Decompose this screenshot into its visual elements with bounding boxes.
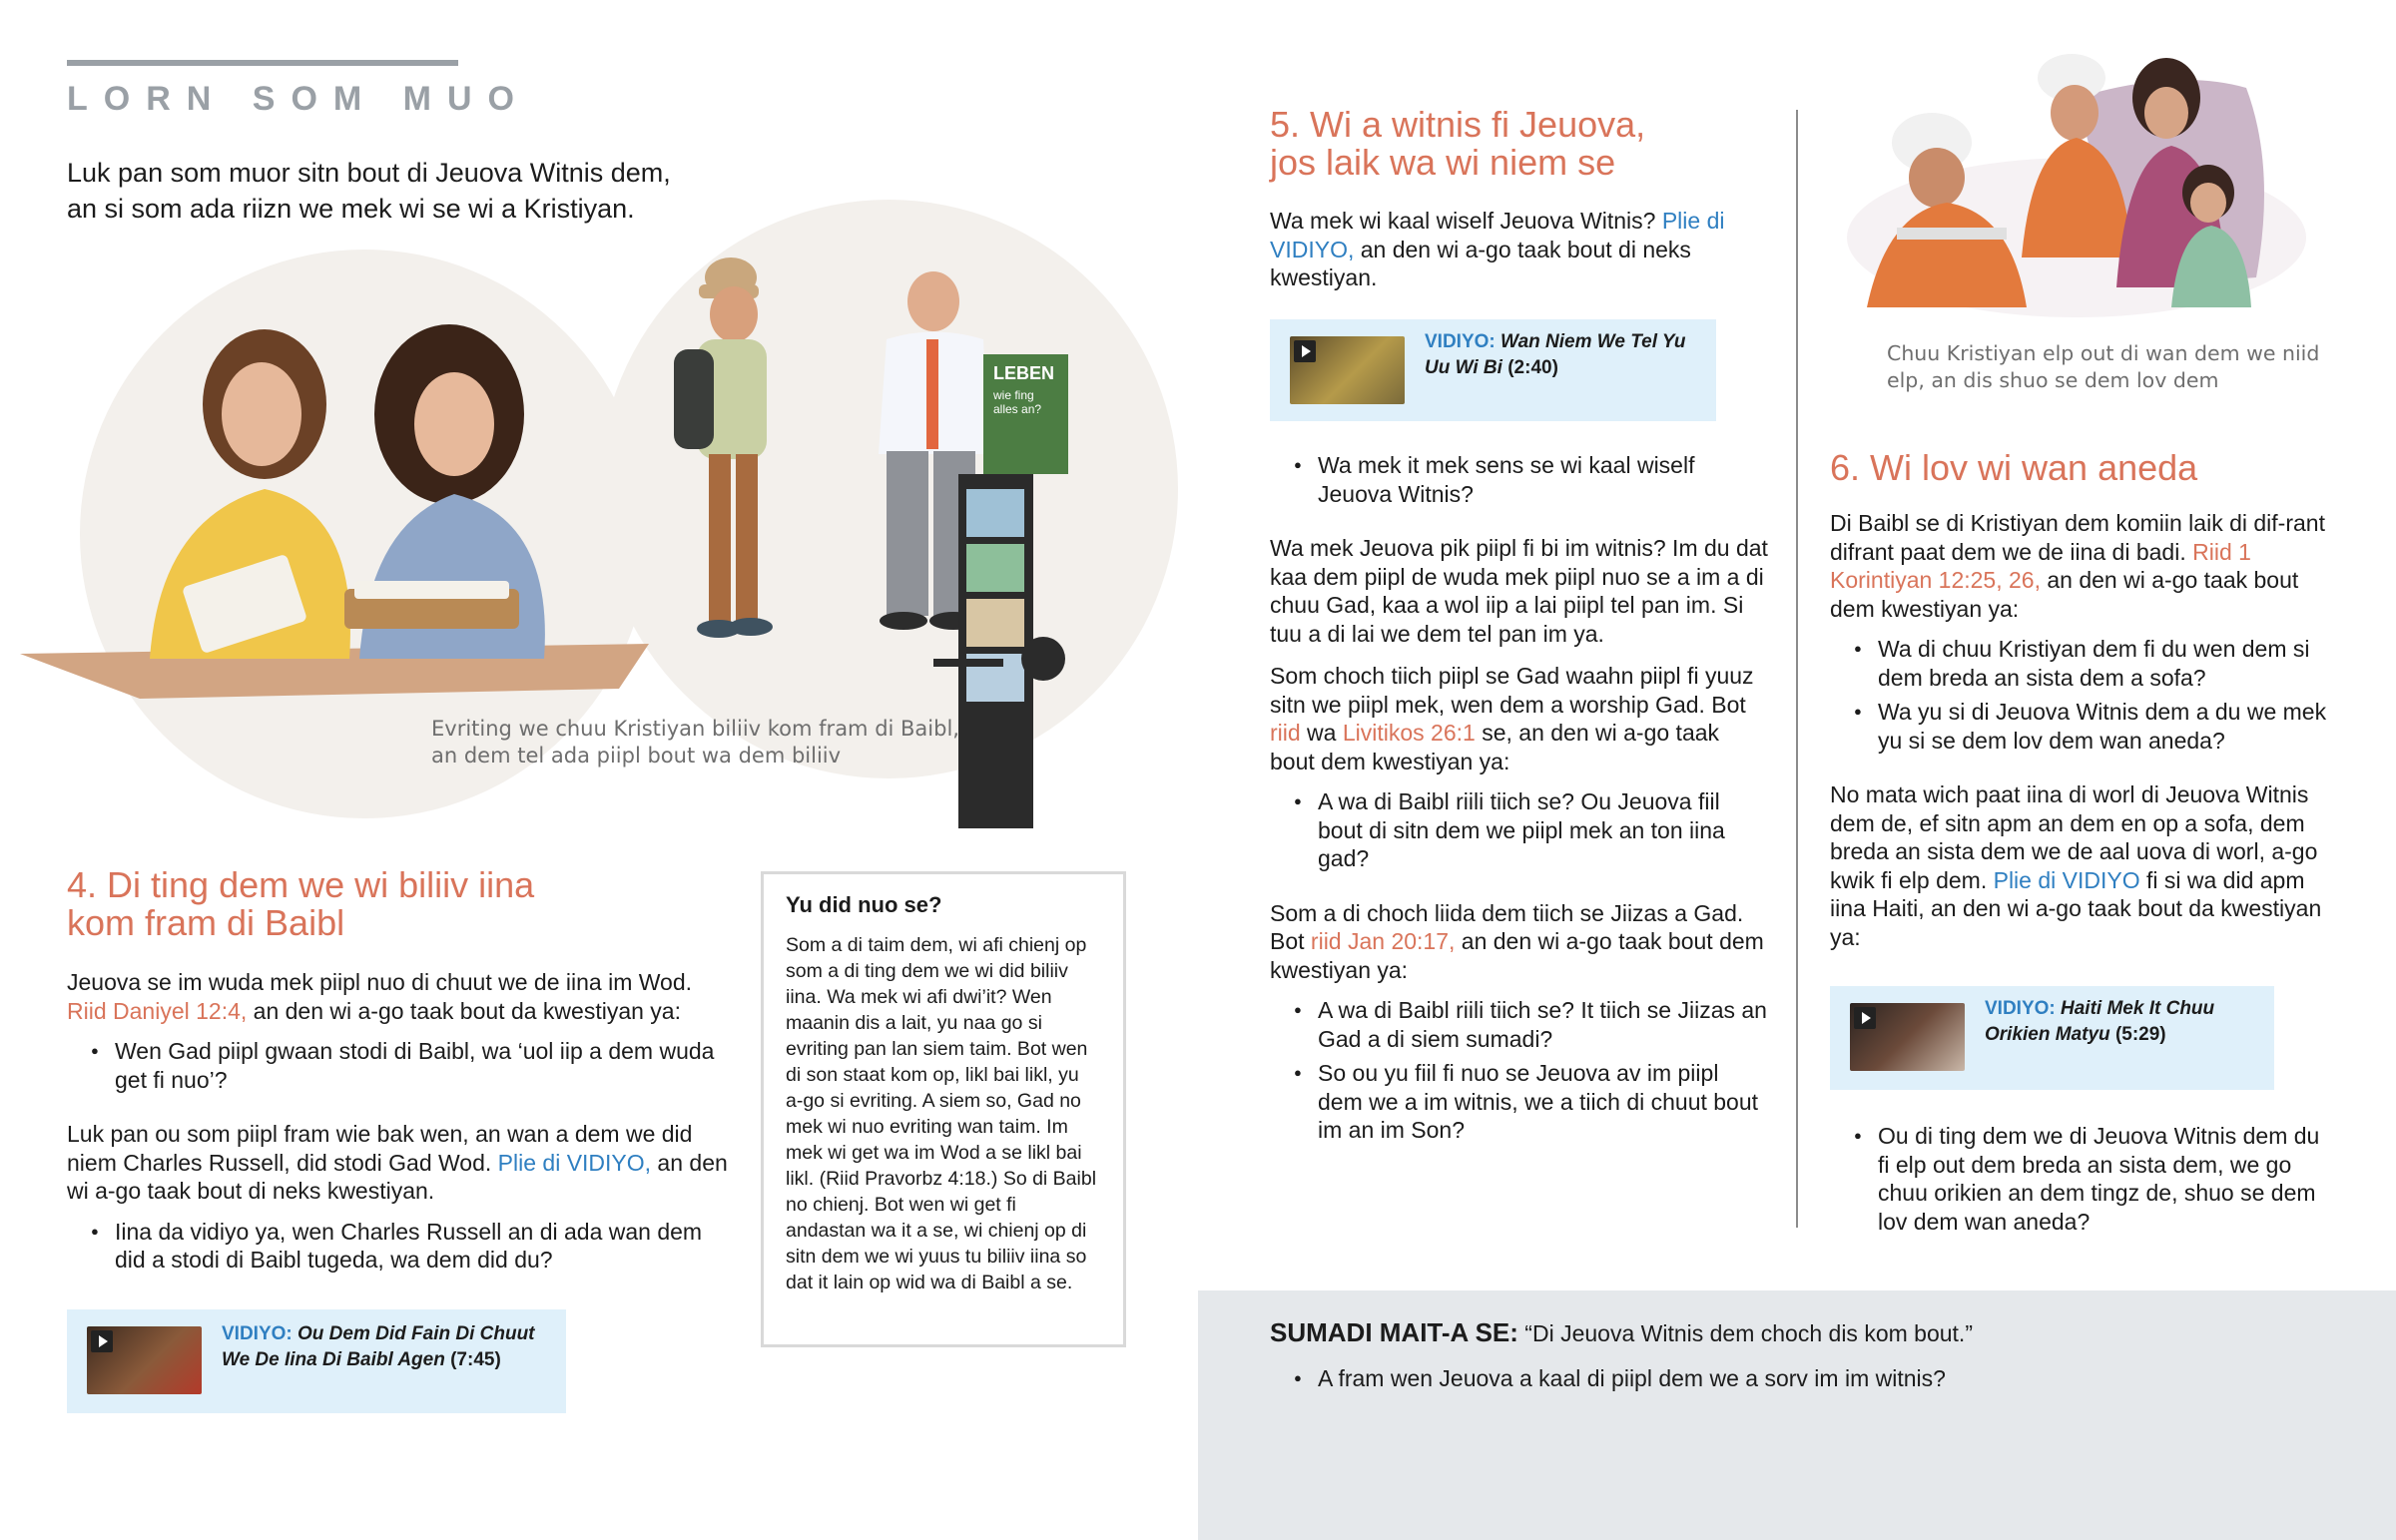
- cart-sign-line-2: wie fing: [993, 388, 1034, 402]
- summary-label: SUMADI MAIT-A SE:: [1270, 1317, 1518, 1347]
- video-card-section4[interactable]: [67, 1309, 566, 1413]
- section6-p2-rest: fi si wa did apm iina Haiti, an den wi a-go taak bout da kwestiyan ya:: [1830, 866, 2322, 950]
- section5-title: [1270, 106, 1829, 182]
- section4-question-2: ● Iina da vidiyo ya, wen Charles Russell an di ada wan dem did a stodi di Baibl tugeda, wa dem did du?: [67, 1218, 736, 1275]
- video-title-2: Orikien Matyu: [1985, 1024, 2110, 1045]
- play-icon[interactable]: [91, 1330, 113, 1352]
- play-video-link-5[interactable]: Plie di VIDIYO,: [1270, 208, 1725, 262]
- section6-final-question: [1830, 1116, 2329, 1236]
- video-title: Haiti Mek It Chuu: [2061, 998, 2215, 1019]
- video-title-2: We De Iina Di Baibl Agen: [222, 1349, 445, 1370]
- summary-question: ● A fram wen Jeuova a kaal di piipl dem we a sorv im im witnis?: [1270, 1364, 2069, 1393]
- section4-title: [67, 866, 766, 942]
- cart-sign-line-1: LEBEN: [993, 363, 1055, 383]
- caption2-line-1: Chuu Kristiyan elp out di wan dem we niid: [1887, 341, 2320, 365]
- jan-reference-link[interactable]: riid Jan 20:17,: [1310, 928, 1456, 954]
- section5-title-line-2: jos laik wa wi niem se: [1270, 142, 1616, 183]
- section4-p2-text: Luk pan ou som piipl fram wie bak wen, an wan a dem we did niem Charles Russell, did stodi Gad Wod.: [67, 1121, 693, 1176]
- illustration-relief-work: [1827, 28, 2306, 327]
- video-duration: (5:29): [2114, 1024, 2166, 1045]
- section5-p1-text: Wa mek wi kaal wiself Jeuova Witnis?: [1270, 208, 1662, 234]
- caption2-line-2: elp, an dis shuo se dem lov dem: [1887, 368, 2219, 392]
- intro-line-1: Luk pan som muor sitn bout di Jeuova Witnis dem,: [67, 158, 671, 188]
- video-tag: VIDIYO:: [1985, 998, 2056, 1019]
- video-card-section6[interactable]: [1830, 986, 2274, 1090]
- video-thumbnail[interactable]: [1850, 1003, 1965, 1071]
- section5-question-1: ● Wa mek it mek sens se wi kaal wiself Jeuova Witnis?: [1270, 451, 1769, 508]
- video-title: Wan Niem We Tel Yu: [1500, 331, 1686, 352]
- section6-question-3: ● Ou di ting dem we di Jeuova Witnis dem du fi elp out dem breda an sista dem, we go chuu orikien an dem tingz de, shuo se dem lov dem wan aneda?: [1830, 1122, 2329, 1236]
- did-you-know-box: [761, 871, 1126, 1347]
- video-label-section5[interactable]: [1425, 329, 1686, 381]
- section6-p1-rest: an den wi a-go taak bout dem kwestiyan ya:: [1830, 567, 2299, 622]
- daniyel-reference-link[interactable]: Riid Daniyel 12:4,: [67, 997, 248, 1024]
- did-you-know-title: Yu did nuo se?: [786, 892, 942, 917]
- video-label-section6[interactable]: [1985, 996, 2214, 1048]
- section4-title-line-1: 4. Di ting dem we wi biliiv iina: [67, 864, 535, 905]
- illustration2-caption: [1887, 340, 2366, 394]
- intro-line-2: an si som ada riizn we mek wi se wi a Kristiyan.: [67, 194, 635, 224]
- video-thumbnail[interactable]: [87, 1326, 202, 1394]
- section6-question-1: ● Wa di chuu Kristiyan dem fi du wen dem si dem breda an sista dem a sofa?: [1830, 635, 2329, 692]
- video-title: Ou Dem Did Fain Di Chuut: [298, 1323, 535, 1344]
- section5-p4-text: Som a di choch liida dem tiich se Jiizas a Gad. Bot: [1270, 899, 1744, 954]
- section5-question-4: ● So ou yu fiil fi nuo se Jeuova av im piipl dem we a im witnis, we a tiich di chuut bout im an im Son?: [1270, 1059, 1769, 1145]
- section6-paragraph-2: [1830, 780, 2329, 951]
- section6-paragraph-1: [1830, 509, 2329, 623]
- section4-p1-text: Jeuova se im wuda mek piipl nuo di chuut we de iina im Wod.: [67, 969, 693, 995]
- summary-panel: [1198, 1290, 2396, 1540]
- section5-p3-text: Som choch tiich piipl se Gad waahn piipl fi yuuz sitn we piipl mek, wen dem a worship Gad. Bot: [1270, 663, 1754, 718]
- section4-question-1: ● Wen Gad piipl gwaan stodi di Baibl, wa ‘uol iip a dem wuda get fi nuo’?: [67, 1037, 736, 1094]
- riid-link[interactable]: riid: [1270, 720, 1301, 746]
- section5-title-line-1: 5. Wi a witnis fi Jeuova,: [1270, 104, 1646, 145]
- video-title-2: Uu Wi Bi: [1425, 357, 1502, 378]
- video-duration: (7:45): [450, 1349, 501, 1370]
- illustration2-svg: [1827, 28, 2306, 327]
- section6-question-2: ● Wa yu si di Jeuova Witnis dem a du we mek yu si se dem lov dem wan aneda?: [1830, 698, 2329, 755]
- section5-body: [1270, 445, 1769, 1145]
- section4-p1-rest: an den wi a-go taak bout da kwestiyan ya:: [247, 997, 681, 1024]
- summary-quote: “Di Jeuova Witnis dem choch dis kom bout.”: [1517, 1320, 1973, 1346]
- section6-body: [1830, 509, 2329, 951]
- section5-p3-mid: wa: [1300, 720, 1343, 746]
- section4-title-line-2: kom fram di Baibl: [67, 902, 345, 943]
- summary-list: [1270, 1358, 2069, 1393]
- caption1-line-1: Evriting we chuu Kristiyan biliiv kom fram di Baibl,: [431, 717, 959, 741]
- korintiyan-reference-link[interactable]: Riid 1 Korintiyan 12:25, 26,: [1830, 538, 2251, 593]
- section5-paragraph-4: [1270, 899, 1769, 985]
- column-divider: [1796, 110, 1798, 1228]
- video-tag: VIDIYO:: [1425, 331, 1496, 352]
- livitikos-reference-link[interactable]: Livitikos 26:1: [1342, 720, 1476, 746]
- section4-paragraph-2: [67, 1120, 736, 1206]
- section5-question-3: ● A wa di Baibl riili tiich se? It tiich se Jiizas an Gad a di siem sumadi?: [1270, 996, 1769, 1053]
- section5-p3-rest: se, an den wi a-go taak bout dem kwestiyan ya:: [1270, 720, 1720, 774]
- section5-paragraph-2: Wa mek Jeuova pik piipl fi bi im witnis? Im du dat kaa dem piipl de wuda mek piipl nuo se a im a di chuu Gad, kaa a wol iip a lai piipl tel pan im. Si tuu a di lai we dem tel pan im ya.: [1270, 535, 1768, 647]
- video-tag: VIDIYO:: [222, 1323, 293, 1344]
- play-icon[interactable]: [1854, 1007, 1876, 1029]
- did-you-know-text: Som a di taim dem, wi afi chienj op som a di ting dem we wi did biliiv iina. Wa mek wi afi dwi’it? Wen maanin dis a lait, yu naa go si evriting pan lan siem taim. Bot wen di son staat kom op, likl bai likl, yu a-go si evriting. A siem so, Gad no mek wi nuo evriting wan taim. Im mek wi get wa im Wod a se likl bai likl. (Riid Pravorbz 4:18.) So di Baibl no chienj. Bot wen wi get fi andastan wa it a se, wi chienj op di sitn dem we wi yuus tu biliiv iina so dat it lain op wid wa di Baibl a se.: [786, 934, 1097, 1293]
- header-rule: [67, 60, 458, 66]
- play-video-link-4[interactable]: Plie di VIDIYO,: [497, 1149, 652, 1176]
- video-duration: (2:40): [1507, 357, 1558, 378]
- section4-p2-rest: an den wi a-go taak bout di neks kwestiyan.: [67, 1149, 728, 1204]
- section4-paragraph-1: [67, 968, 736, 1025]
- section6-p1-text: Di Baibl se di Kristiyan dem komiin laik di dif-rant difrant paat dem we de iina di badi.: [1830, 510, 2325, 565]
- video-card-section5[interactable]: [1270, 319, 1716, 421]
- caption1-line-2: an dem tel ada piipl bout wa dem biliiv: [431, 744, 842, 768]
- cart-sign-line-3: alles an?: [993, 402, 1042, 416]
- section5-intro: [1270, 207, 1749, 292]
- video-label-section4[interactable]: [222, 1321, 535, 1373]
- play-video-link-6[interactable]: Plie di VIDIYO: [1993, 866, 2140, 893]
- play-icon[interactable]: [1294, 340, 1316, 362]
- section5-p1-rest: an den wi a-go taak bout di neks kwestiyan.: [1270, 236, 1691, 290]
- section5-paragraph-3: [1270, 662, 1769, 775]
- illustration1-caption: [431, 716, 1030, 770]
- section5-question-2: ● A wa di Baibl riili tiich se? Ou Jeuova fiil bout di sitn dem we piipl mek an ton iina gad?: [1270, 787, 1769, 873]
- summary-heading: [1270, 1317, 1973, 1348]
- section5-p4-rest: an den wi a-go taak bout dem kwestiyan ya:: [1270, 928, 1764, 983]
- section4-body: [67, 968, 736, 1275]
- video-thumbnail[interactable]: [1290, 336, 1405, 404]
- section-label: LORN SOM MUO: [67, 80, 530, 118]
- section6-title: 6. Wi lov wi wan aneda: [1830, 447, 2198, 488]
- section6-p2-text: No mata wich paat iina di worl di Jeuova Witnis dem de, ef sitn apm an dem en op a sofa, dem breda an sista dem we de aal uova di worl, a-go kwik fi elp dem.: [1830, 781, 2318, 893]
